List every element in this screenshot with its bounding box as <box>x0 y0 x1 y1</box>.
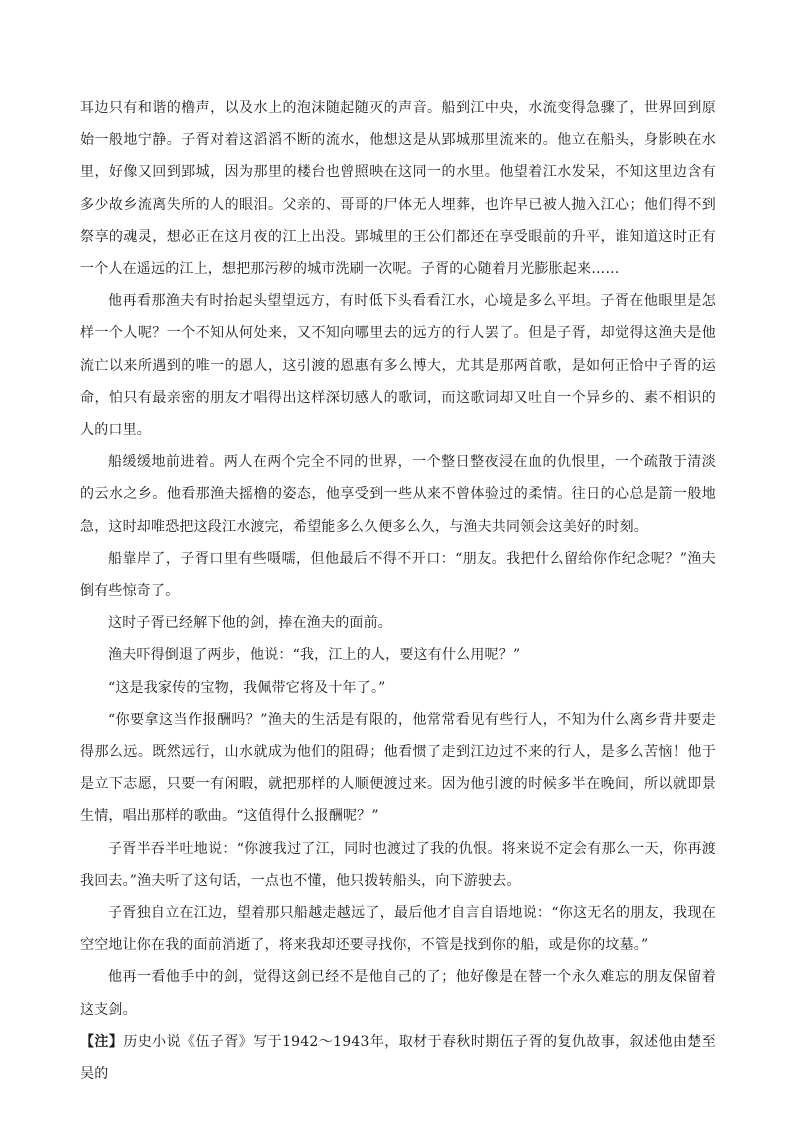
paragraph-1: 耳边只有和谐的橹声，以及水上的泡沫随起随灭的声音。船到江中央，水流变得急骤了，世界回到原始一般地宁静。子胥对着这滔滔不断的流水，他想这是从郢城那里流来的。他立在船头，身影映在水里，好像又回到郢城，因为那里的楼台也曾照映在这同一的水里。他望着江水发呆，不知这里边含有多少故乡流离失所的人的眼泪。父亲的、哥哥的尸体无人埋葬，也许早已被人抛入江心；他们得不到祭享的魂灵，想必正在这月夜的江上出没。郢城里的王公们都还在享受眼前的升平，谁知道这时正有一个人在遥远的江上，想把那污秽的城市洗刷一次呢。子胥的心随着月光膨胀起来…… <box>80 100 716 278</box>
paragraph-6: 渔夫吓得倒退了两步，他说：“我，江上的人，要这有什么用呢？” <box>108 647 521 664</box>
paragraph-7: “这是我家传的宝物，我佩带它将及十年了。” <box>108 679 386 696</box>
article-body <box>80 92 716 1090</box>
paragraph-8: “你要拿这当作报酬吗？”渔夫的生活是有限的，他常常看见有些行人，不知为什么离乡背井要走得那么远。既然远行，山水就成为他们的阻碍；他看惯了走到江边过不来的行人，是多么苦恼！他于是立下志愿，只要一有闲暇，就把那样的人顺便渡过来。因为他引渡的时候多半在晚间，所以就即景生情，唱出那样的歌曲。“这值得什么报酬呢？” <box>80 711 716 825</box>
paragraph-11: 他再一看他手中的剑，觉得这剑已经不是他自己的了；他好像是在替一个永久难忘的朋友保留着这支剑。 <box>80 969 716 1018</box>
note-paragraph <box>80 1026 716 1090</box>
paragraph-3: 船缓缓地前进着。两人在两个完全不同的世界，一个整日整夜浸在血的仇恨里，一个疏散于清淡的云水之乡。他看那渔夫摇橹的姿态，他享受到一些从来不曾体验过的柔情。往日的心总是箭一般地急，这时却唯恐把这段江水渡完，希望能多么久便多么久，与渔夫共同领会这美好的时刻。 <box>80 454 716 535</box>
paragraph-4: 船靠岸了，子胥口里有些嗫嚅，但他最后不得不开口：“朋友。我把什么留给你作纪念呢？”渔夫倒有些惊奇了。 <box>80 550 716 600</box>
paragraph-5: 这时子胥已经解下他的剑，捧在渔夫的面前。 <box>108 615 392 632</box>
note-text: 历史小说《伍子胥》写于1942～1943年，取材于春秋时期伍子胥的复仇故事，叙述他由楚至吴的 <box>80 1033 716 1083</box>
paragraph-10: 子胥独自立在江边，望着那只船越走越远了，最后他才自言自语地说：“你这无名的朋友，我现在空空地让你在我的面前消逝了，将来我却还要寻找你，不管是找到你的船，或是你的坟墓。” <box>80 905 716 954</box>
paragraph-9: 子胥半吞半吐地说：“你渡我过了江，同时也渡过了我的仇恨。将来说不定会有那么一天，你再渡我回去。”渔夫听了这句话，一点也不懂，他只拨转船头，向下游驶去。 <box>80 840 716 889</box>
paragraph-2: 他再看那渔夫有时抬起头望望远方，有时低下头看看江水，心境是多么平坦。子胥在他眼里是怎样一个人呢？一个不知从何处来，又不知向哪里去的远方的行人罢了。但是子胥，却觉得这渔夫是他流亡以来所遇到的唯一的恩人，这引渡的恩惠有多么博大，尤其是那两首歌，是如何正恰中子胥的运命，怕只有最亲密的朋友才唱得出这样深切感人的歌词，而这歌词却又吐自一个异乡的、素不相识的人的口里。 <box>80 293 716 439</box>
note-label: 【注】 <box>80 1033 124 1050</box>
